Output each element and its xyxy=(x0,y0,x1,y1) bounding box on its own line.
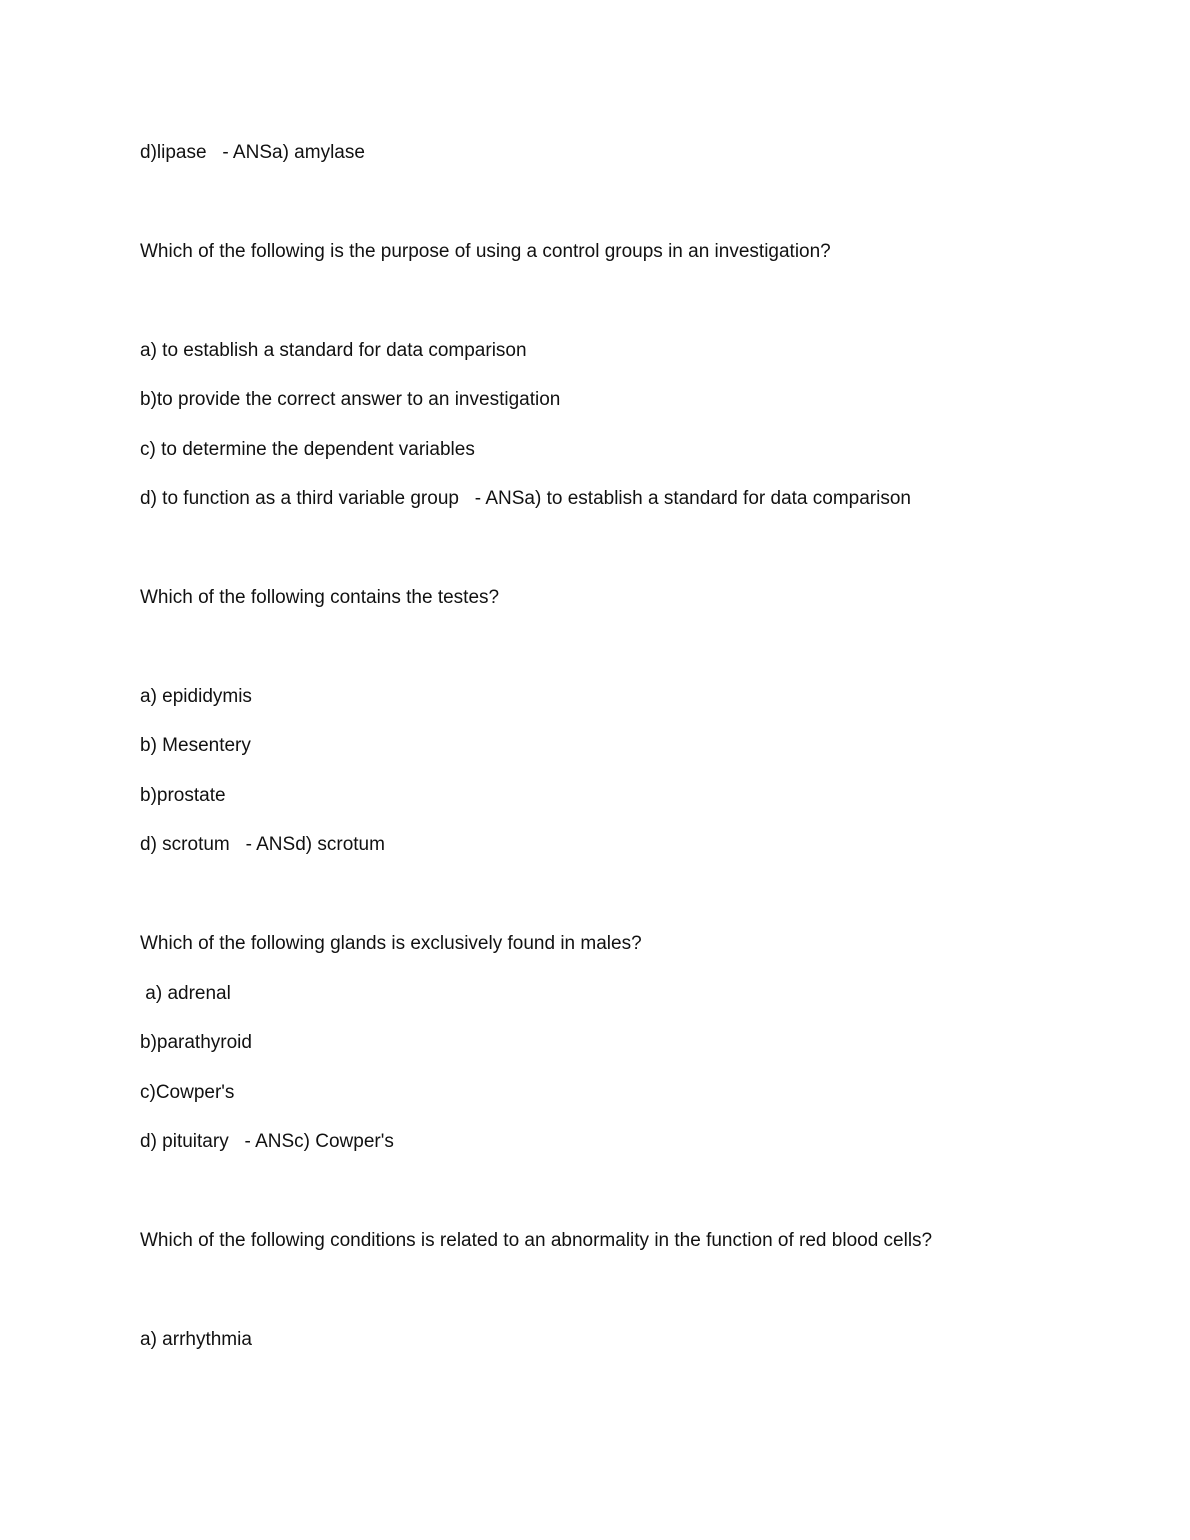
option-line: a) adrenal xyxy=(140,983,231,1004)
option-answer-line: d) pituitary - ANSc) Cowper's xyxy=(140,1131,394,1152)
question-text: Which of the following conditions is related to an abnormality in the function of red blood cells? xyxy=(140,1230,933,1251)
question-text: Which of the following is the purpose of using a control groups in an investigation? xyxy=(140,241,831,262)
option-line: b)parathyroid xyxy=(140,1032,252,1053)
option-line: b)prostate xyxy=(140,785,226,806)
option-line: a) arrhythmia xyxy=(140,1329,252,1350)
question-text: Which of the following contains the testes? xyxy=(140,587,500,608)
option-line: a) to establish a standard for data comparison xyxy=(140,340,527,361)
option-line: b)to provide the correct answer to an investigation xyxy=(140,389,561,410)
option-line: c) to determine the dependent variables xyxy=(140,439,475,460)
option-line: b) Mesentery xyxy=(140,735,251,756)
option-line: a) epididymis xyxy=(140,686,252,707)
answer-line: d)lipase - ANSa) amylase xyxy=(140,142,365,163)
option-answer-line: d) scrotum - ANSd) scrotum xyxy=(140,834,385,855)
option-line: c)Cowper's xyxy=(140,1082,235,1103)
question-text: Which of the following glands is exclusively found in males? xyxy=(140,933,642,954)
option-answer-line: d) to function as a third variable group - ANSa) to establish a standard for data comparison xyxy=(140,488,911,509)
